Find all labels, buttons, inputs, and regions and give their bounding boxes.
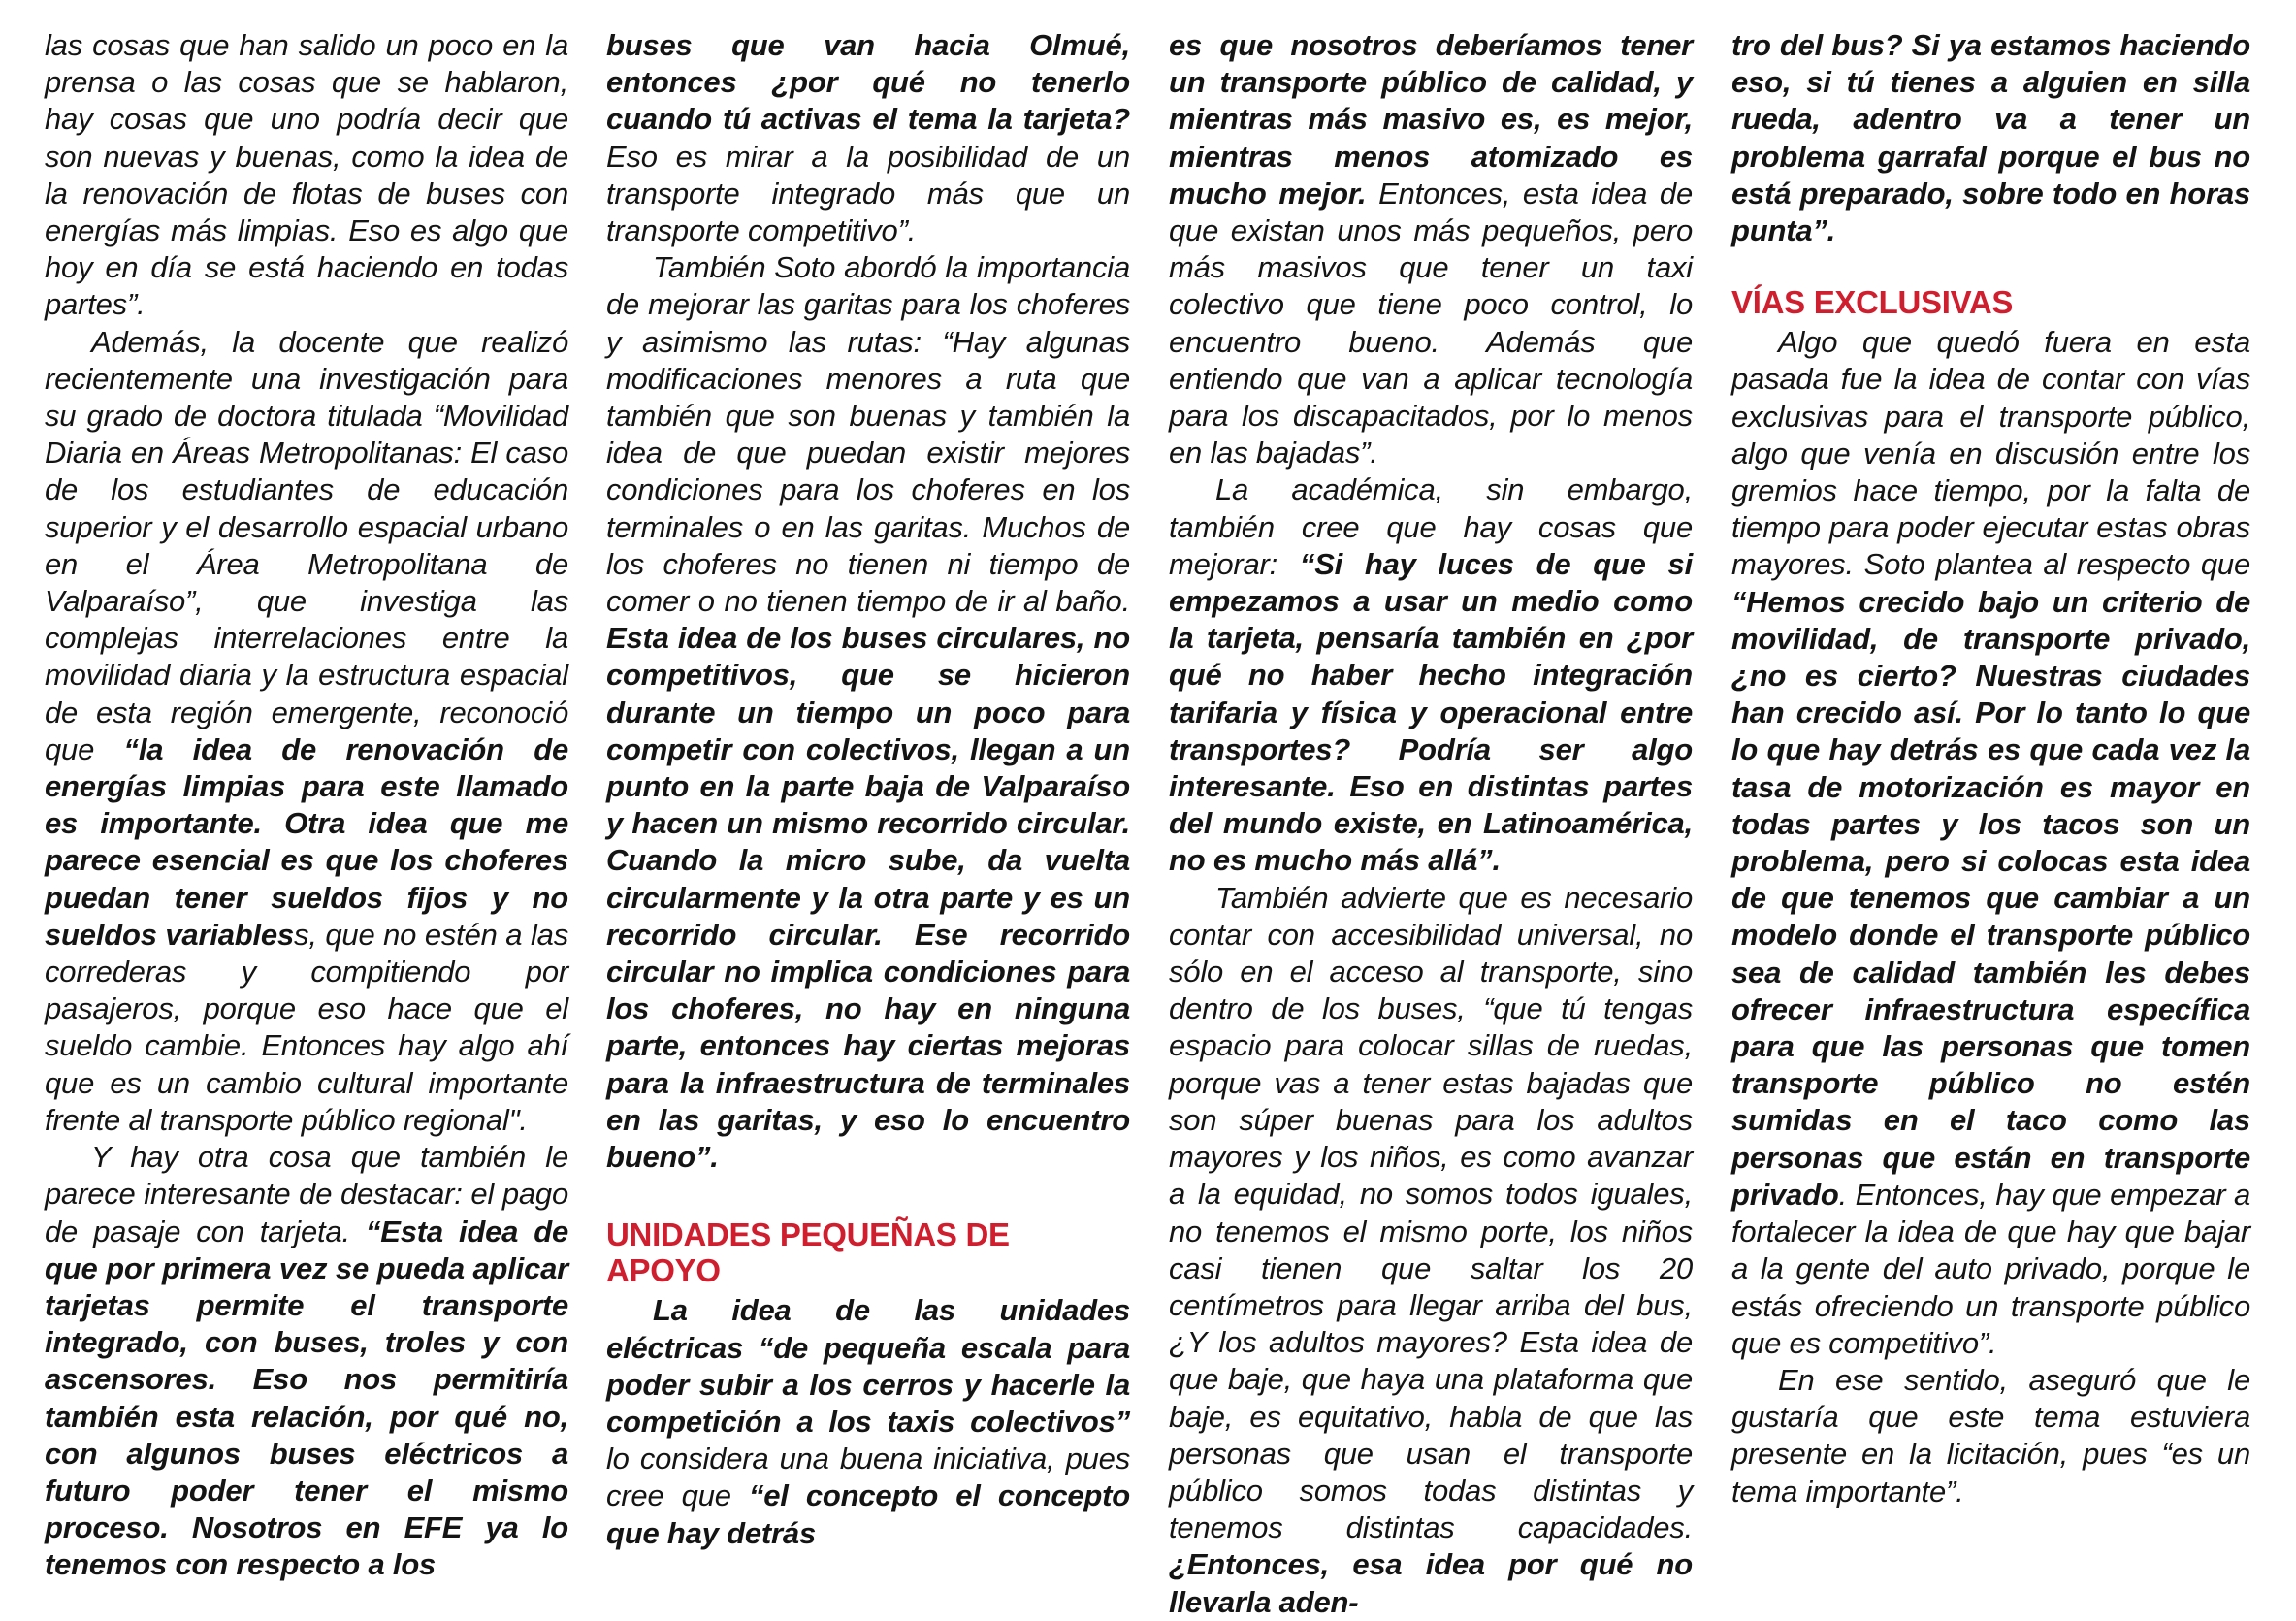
article-column-4 — [1731, 27, 2250, 1510]
body-text: Y hay otra cosa que también le parece interesante de destacar: el pago de pasaje con tarjeta. — [45, 1140, 568, 1248]
quote-bold: La idea de las unidades eléctricas “de pequeña escala para poder subir a los cerros y hacerle la competición a los taxis colectivos” — [606, 1293, 1130, 1439]
paragraph — [45, 1139, 568, 1583]
quote-bold: “Esta idea de que por primera vez se pueda aplicar tarjetas permite el transporte integrado, con buses, troles y con ascensores. Eso nos permitiría también esta relación, por qué no, con algunos buses eléctricos a futuro poder tener el mismo proceso. Nosotros en EFE ya lo tenemos con respecto a los — [45, 1214, 568, 1582]
quote-bold: ¿Entonces, esa idea por qué no llevarla aden- — [1169, 1547, 1693, 1619]
body-text: La académica, sin embargo, también cree que hay cosas que mejorar: — [1169, 472, 1693, 581]
article-column-1 — [45, 27, 568, 1584]
paragraph — [606, 1292, 1130, 1551]
body-text: . Entonces, hay que empezar a fortalecer la idea de que hay que bajar a la gente del auto privado, porque le estás ofreciendo un transporte público que es competitivo”. — [1731, 1177, 2250, 1360]
paragraph — [45, 27, 568, 324]
body-text: Además, la docente que realizó recientemente una investigación para su grado de doctora titulada “Movilidad Diaria en Áreas Metropolitanas: El caso de los estudiantes de educación superior y el desarrollo espacial urbano en el Área Metropolitana de Valparaíso”, que investiga las complejas interrelaciones entre la movilidad diaria y la estructura espacial de esta región emergente, reconoció que — [45, 324, 568, 766]
paragraph — [1169, 880, 1693, 1621]
body-text: lo considera una buena iniciativa, pues cree que — [606, 1442, 1130, 1513]
paragraph — [1169, 27, 1693, 471]
body-text: Entonces, esta idea de que existan unos más pequeños, pero más masivos que tener un taxi colectivo que tiene poco control, lo encuentro bueno. Además que entiendo que van a aplicar tecnología para los discapacitados, por lo menos en las bajadas”. — [1169, 176, 1693, 470]
body-text: Eso es mirar a la posibilidad de un transporte integrado más que un transporte competitivo”. — [606, 139, 1130, 248]
quote-bold: Esta idea de los buses circulares, no competitivos, que se hicieron durante un tiempo un poco para competir con colectivos, llegan a un punto en la parte baja de Valparaíso y hacen un mismo recorrido circular. Cuando la micro sube, da vuelta circularmente y la otra parte y es un recorrido circular. Ese recorrido circular no implica condiciones para los choferes, no hay en ninguna parte, entonces hay ciertas mejoras para la infraestructura de terminales en las garitas, y eso lo encuentro bueno”. — [606, 621, 1130, 1175]
quote-bold: “la idea de renovación de energías limpias para este llamado es importante. Otra idea que me parece esencial es que los choferes puedan tener sueldos fijos y no sueldos variables — [45, 731, 568, 952]
subheading-vias-exclusivas: VÍAS EXCLUSIVAS — [1731, 284, 2014, 321]
quote-bold: “el concepto el concepto que hay detrás — [606, 1478, 1131, 1550]
paragraph — [1169, 471, 1693, 879]
subheading-unidades-pequenas: UNIDADES PEQUEÑAS DE APOYO — [606, 1216, 1010, 1289]
body-text: También Soto abordó la importancia de mejorar las garitas para los choferes y asimismo las rutas: “Hay algunas modificaciones menores a ruta que también que son buenas y también la idea de que puedan existir mejores condiciones para los choferes en los terminales o en las garitas. Muchos de los choferes no tienen ni tiempo de comer o no tienen tiempo de ir al baño. — [606, 250, 1130, 619]
body-text: También advierte que es necesario contar con accesibilidad universal, no sólo en el acceso al transporte, sino dentro de los buses, “que tú tengas espacio para colocar sillas de ruedas, porque vas a tener estas bajadas que son súper buenas para los adultos mayores y los niños, es como avanzar a la equidad, no somos todos iguales, no tenemos el mismo porte, los niños casi tienen que saltar los 20 centímetros para llegar arriba del bus, ¿Y los adultos mayores? Esta idea de que baje, que haya una plataforma que baje, es equitativo, habla de que las personas que usan el transporte público somos todas distintas y tenemos distintas capacidades. — [1169, 880, 1693, 1545]
quote-bold: buses que van hacia Olmué, entonces ¿por qué no tenerlo cuando tú activas el tema la tarjeta? — [606, 28, 1130, 137]
paragraph — [45, 324, 568, 1139]
body-text: Algo que quedó fuera en esta pasada fue la idea de contar con vías exclusivas para el transporte público, algo que venía en discusión entre los gremios hace tiempo, por la falta de tiempo para poder ejecutar estas obras mayores. Soto plantea al respecto que — [1731, 325, 2250, 582]
body-text: s, que no estén a las correderas y compitiendo por pasajeros, porque eso hace que el sueldo cambie. Entonces hay algo ahí que es un cambio cultural importante frente al transporte público regional". — [45, 917, 568, 1137]
quote-bold: “Si hay luces de que si empezamos a usar un medio como la tarjeta, pensaría también en ¿por qué no haber hecho integración tarifaria y física y operacional entre transportes? Podría ser algo interesante. Eso en distintas partes del mundo existe, en Latinoamérica, no es mucho más allá”. — [1169, 546, 1693, 878]
paragraph — [1731, 1362, 2250, 1510]
quote-bold: es que nosotros deberíamos tener un transporte público de calidad, y mientras más masivo es, es mejor, mientras menos atomizado es mucho mejor. — [1169, 28, 1693, 211]
paragraph — [1731, 324, 2250, 1362]
paragraph — [606, 249, 1130, 1176]
article-column-2 — [606, 27, 1130, 1552]
body-text: las cosas que han salido un poco en la prensa o las cosas que se hablaron, hay cosas que uno podría decir que son nuevas y buenas, como la idea de la renovación de flotas de buses con energías más limpias. Eso es algo que hoy en día se está haciendo en todas partes”. — [45, 28, 568, 322]
body-text: En ese sentido, aseguró que le gustaría que este tema estuviera presente en la licitación, pues “es un tema importante”. — [1731, 1362, 2250, 1508]
article-column-3 — [1169, 27, 1693, 1621]
paragraph — [606, 27, 1130, 249]
quote-bold: “Hemos crecido bajo un criterio de movilidad, de transporte privado, ¿no es cierto? Nuestras ciudades han crecido así. Por lo tanto lo que lo que hay detrás es que cada vez la tasa de motorización es mayor en todas partes y los tacos son un problema, pero si colocas esta idea de que tenemos que cambiar a un modelo donde el transporte público sea de calidad también les debes ofrecer infraestructura específica para que las personas que tomen transporte público no estén sumidas en el taco como las personas que están en transporte privado — [1731, 584, 2250, 1212]
quote-bold: tro del bus? Si ya estamos haciendo eso, si tú tienes a alguien en silla rueda, adentro va a tener un problema garrafal porque el bus no está preparado, sobre todo en horas punta”. — [1731, 28, 2250, 248]
paragraph — [1731, 27, 2250, 249]
